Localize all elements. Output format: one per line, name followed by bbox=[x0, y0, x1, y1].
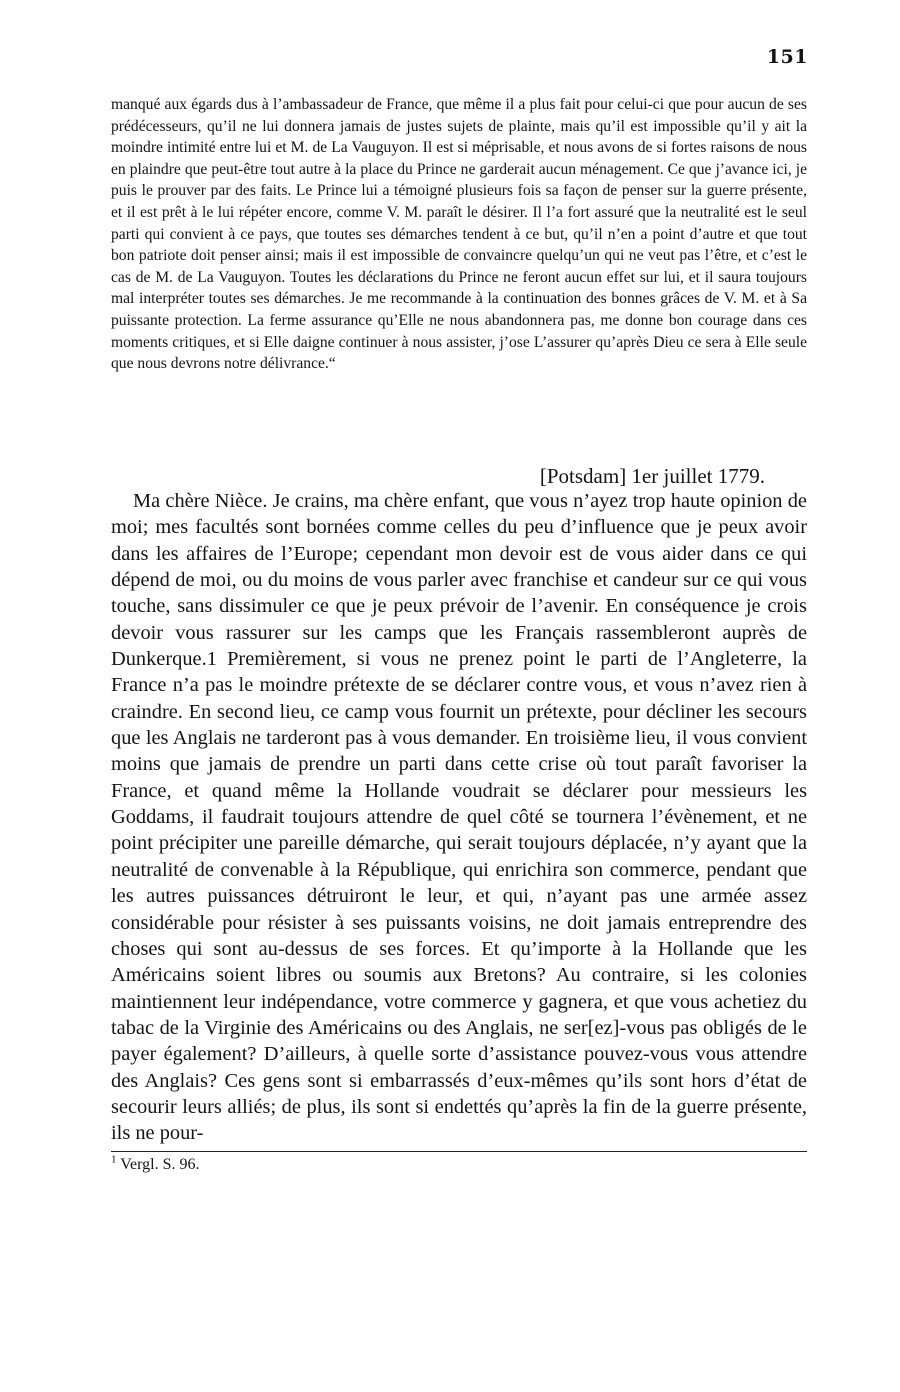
page-number: 151 bbox=[766, 46, 808, 68]
letter-dateline: [Potsdam] 1er juillet 1779. bbox=[539, 464, 765, 488]
footnote-rule bbox=[111, 1151, 807, 1152]
footnote-marker: 1 bbox=[111, 1153, 117, 1166]
footnote bbox=[111, 1155, 807, 1175]
quoted-letter-paragraph: manqué aux égards dus à l’ambassadeur de France, que même il a plus fait pour celui-ci que pour aucun de ses prédécesseurs, qu’il ne lui donnera jamais de justes sujets de plainte, mais qu’il est impossible qu’il y ait la moindre intimité entre lui et M. de La Vauguyon. Il est si méprisable, et nous avons de si fortes raisons de nous en plaindre que peut-être tout autre à la place du Prince ne garderait aucun ménagement. Ce que j’avance ici, je puis le prouver par des faits. Le Prince lui a témoigné plusieurs fois sa façon de penser sur la guerre présente, et il est prêt à le lui répéter encore, comme V. M. paraît le désirer. Il l’a fort assuré que la neutralité est le seul parti qui convient à ce pays, que toutes ses démarches tendent à ce but, qu’il n’en a point d’autre et que tout bon patriote doit penser ainsi; mais il est impossible de convaincre quelqu’un qui ne veut pas l’être, et c’est le cas de M. de La Vauguyon. Toutes les déclarations du Prince ne feront aucun effet sur lui, et il saura toujours mal interpréter toutes ses démarches. Je me recommande à la continuation des bonnes grâces de V. M. et à Sa puissante protection. La ferme assurance qu’Elle ne nous abandonnera pas, me donne bon courage dans ces moments critiques, et si Elle daigne continuer à nous assister, j’ose L’assurer qu’après Dieu ce sera à Elle seule que nous devrons notre délivrance.“ bbox=[111, 96, 807, 373]
letter-body-paragraph: Ma chère Nièce. Je crains, ma chère enfant, que vous n’ayez trop haute opinion de moi; mes facultés sont bornées comme celles du peu d’influence que je peux avoir dans les affaires de l’Europe; cependant mon devoir est de vous aider dans ce qui dépend de moi, ou du moins de vous parler avec franchise et candeur sur ce qui vous touche, sans dissimuler ce que je peux prévoir de l’avenir. En conséquence je crois devoir vous rassurer sur les camps que les Français rassembleront auprès de Dunkerque.1 Premièrement, si vous ne prenez point le parti de l’Angleterre, la France n’a pas le moindre prétexte de se déclarer contre vous, et vous n’avez rien à craindre. En second lieu, ce camp vous fournit un prétexte, pour décliner les secours que les Anglais ne tarderont pas à vous demander. En troisième lieu, il vous convient moins que jamais de prendre un parti dans cette crise où tout paraît favoriser la France, et quand même la Hollande voudrait se déclarer pour messieurs les Goddams, il faudrait toujours attendre de quel côté se tournera l’évènement, et ne point précipiter une pareille démarche, qui serait toujours déplacée, n’y ayant que la neutralité de convenable à la République, qui enrichira son commerce, pendant que les autres puissances détruiront le leur, et qui, n’ayant pas une armée assez considérable pour résister à ses puissants voisins, ne doit jamais entreprendre des choses qui sont au-dessus de ses forces. Et qu’importe à la Hollande que les Américains soient libres ou soumis aux Bretons? Au contraire, si les colonies maintiennent leur indépendance, votre commerce y gagnera, et que vous achetiez du tabac de la Virginie des Américains ou des Anglais, ne ser[ez]-vous pas obligés de le payer également? D’ailleurs, à quelle sorte d’assistance pouvez-vous vous attendre des Anglais? Ces gens sont si embarrassés d’eux-mêmes qu’ils sont hors d’état de secourir leurs alliés; de plus, ils sont si endettés qu’après la fin de la guerre présente, ils ne pour- bbox=[111, 490, 807, 1145]
footnote-text: Vergl. S. 96. bbox=[120, 1156, 200, 1173]
